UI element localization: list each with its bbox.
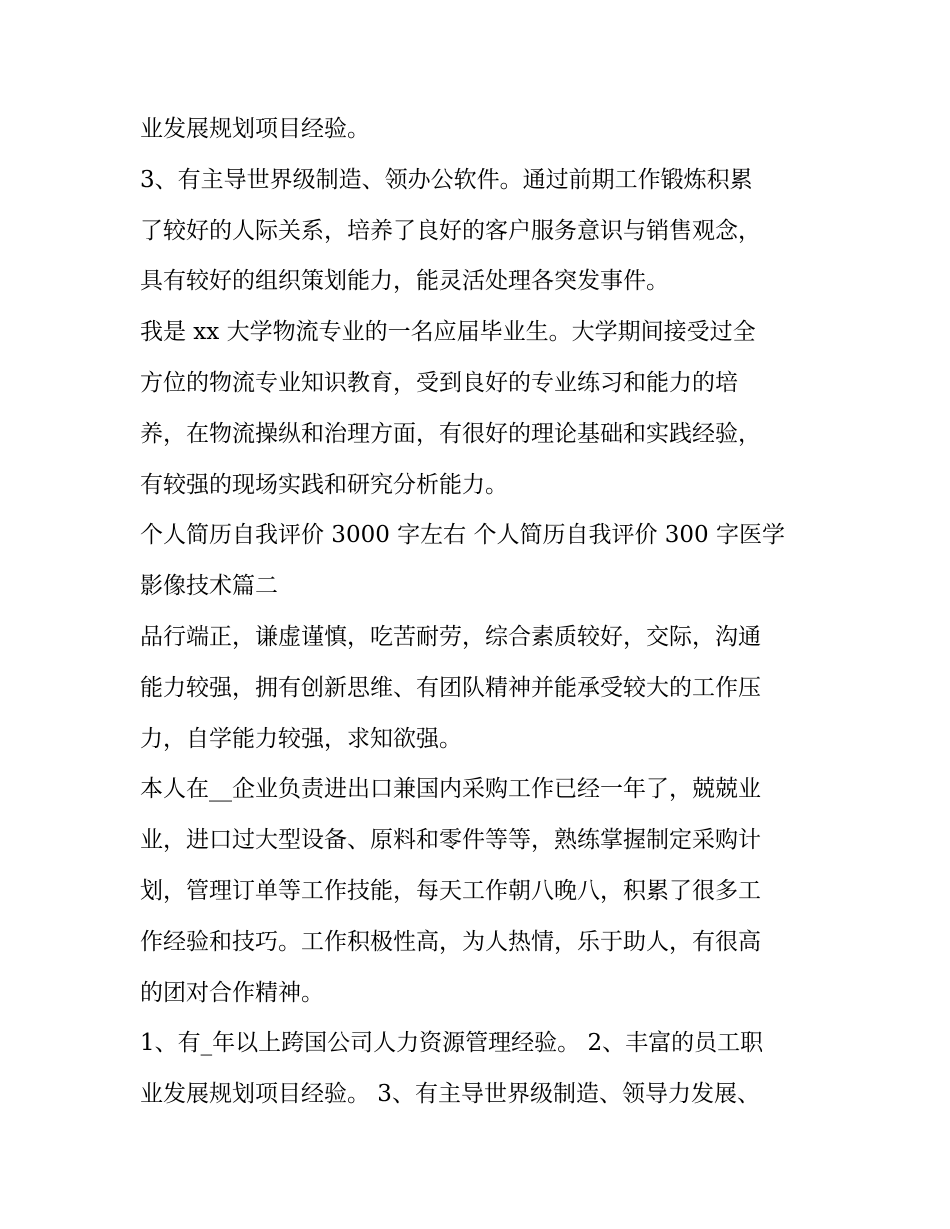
text-line: 能力较强，拥有创新思维、有团队精神并能承受较大的工作压 xyxy=(140,674,761,701)
text-line: 我是 xx 大学物流专业的一名应届毕业生。大学期间接受过全 xyxy=(140,319,756,346)
text-line: 1、有_年以上跨国公司人力资源管理经验。 2、丰富的员工职 xyxy=(140,1030,764,1057)
text-line: 划，管理订单等工作技能，每天工作朝八晚八，积累了很多工 xyxy=(140,877,761,904)
text-line: 具有较好的组织策划能力，能灵活处理各突发事件。 xyxy=(140,268,669,295)
text-line: 业发展规划项目经验。 3、有主导世界级制造、领导力发展、 xyxy=(140,1081,760,1108)
text-line: 本人在__企业负责进出口兼国内采购工作已经一年了，兢兢业 xyxy=(140,776,761,803)
text-line: 业，进口过大型设备、原料和零件等等，熟练掌握制定采购计 xyxy=(140,827,761,854)
text-line: 个人简历自我评价 3000 字左右 个人简历自我评价 300 字医学 xyxy=(140,522,785,549)
text-line: 3、有主导世界级制造、领办公软件。通过前期工作锻炼积累 xyxy=(140,166,753,193)
text-line: 方位的物流专业知识教育，受到良好的专业练习和能力的培 xyxy=(140,369,738,396)
text-line: 有较强的现场实践和研究分析能力。 xyxy=(140,471,508,498)
text-line: 作经验和技巧。工作积极性高，为人热情，乐于助人，有很高 xyxy=(140,928,761,955)
text-line: 力，自学能力较强，求知欲强。 xyxy=(140,725,462,752)
text-line: 了较好的人际关系，培养了良好的客户服务意识与销售观念， xyxy=(140,217,761,244)
text-line: 业发展规划项目经验。 xyxy=(140,116,370,142)
text-line: 养，在物流操纵和治理方面，有很好的理论基础和实践经验， xyxy=(140,420,761,447)
text-line: 的团对合作精神。 xyxy=(140,979,324,1006)
text-line: 影像技术篇二 xyxy=(140,573,278,600)
document-body xyxy=(140,104,820,1120)
text-line: 品行端正，谦虚谨慎，吃苦耐劳，综合素质较好，交际，沟通 xyxy=(140,623,761,650)
